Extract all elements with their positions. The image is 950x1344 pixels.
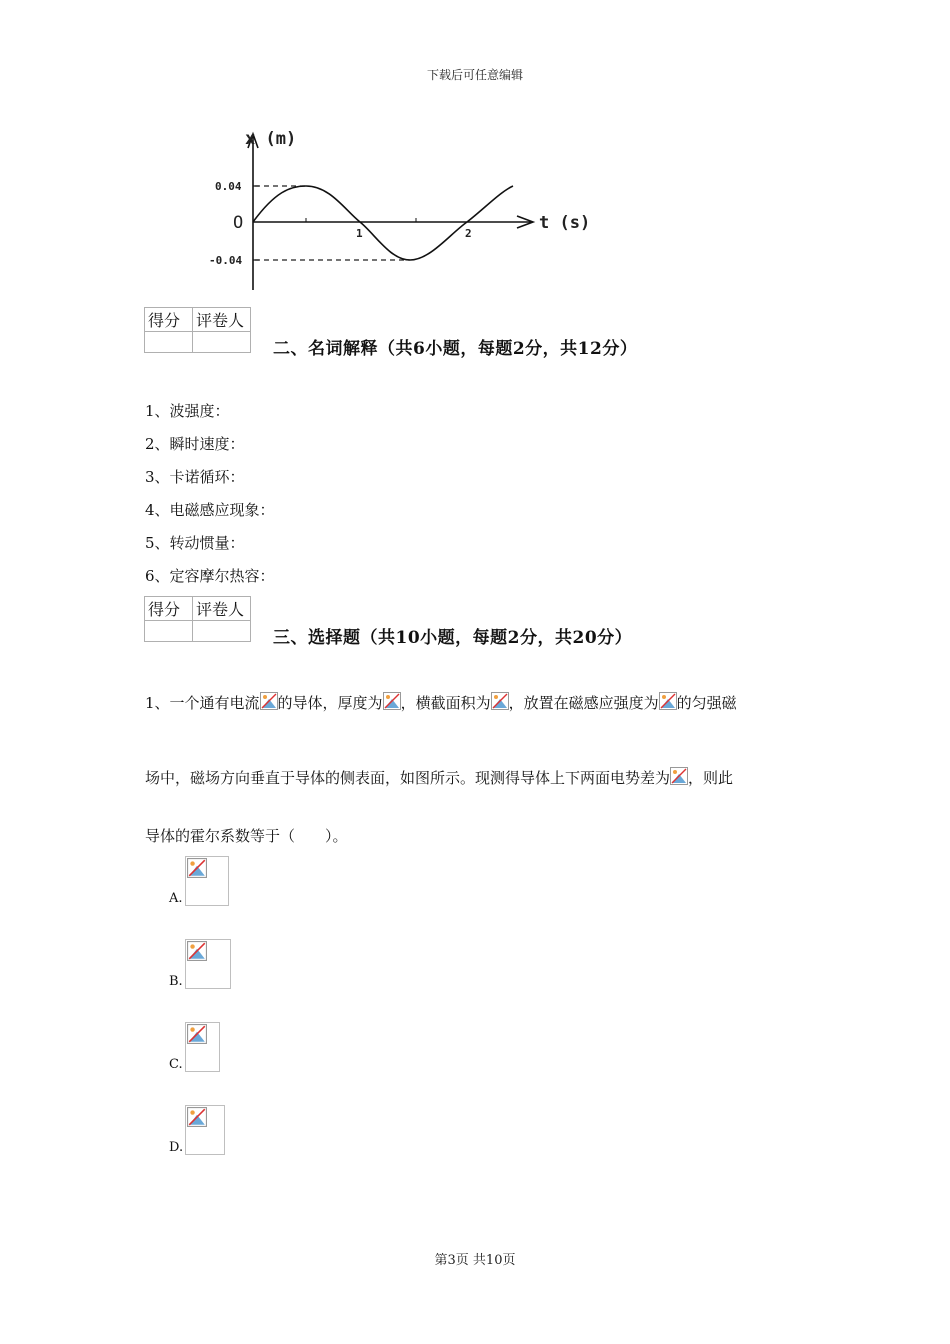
origin-label: O xyxy=(233,213,244,233)
grader-cell xyxy=(193,621,251,642)
grader-cell xyxy=(193,332,251,353)
score-label: 得分 xyxy=(145,308,193,332)
question-1-line-3: 导体的霍尔系数等于（ ）。 xyxy=(145,827,348,845)
broken-image-icon xyxy=(187,941,207,961)
sine-curve xyxy=(253,186,513,260)
broken-image-icon xyxy=(670,767,688,785)
oscillation-graph xyxy=(205,122,605,292)
y-tick-top: 0.04 xyxy=(215,180,242,193)
option-d-image xyxy=(185,1105,225,1155)
broken-image-icon xyxy=(187,858,207,878)
term-item: 5、转动惯量： xyxy=(145,534,245,552)
x-tick-2: 2 xyxy=(465,227,472,240)
y-tick-bottom: -0.04 xyxy=(209,254,243,267)
broken-image-icon xyxy=(187,1024,207,1044)
page-footer: 第3页 共10页 xyxy=(434,1253,516,1268)
option-b-label: B. xyxy=(169,974,183,989)
term-item: 1、波强度： xyxy=(145,402,230,420)
term-item: 6、定容摩尔热容： xyxy=(145,567,275,585)
score-table-section2 xyxy=(144,307,251,353)
option-a-image xyxy=(185,856,229,906)
broken-image-icon xyxy=(491,692,509,710)
question-1-line-2: 场中，磁场方向垂直于导体的侧表面，如图所示。现测得导体上下两面电势差为 ，则此 xyxy=(145,769,734,787)
page-header: 下载后可任意编辑 xyxy=(426,68,523,82)
section2-title: 二、名词解释（共6小题，每题2分，共12分） xyxy=(273,339,638,359)
score-cell xyxy=(145,332,193,353)
broken-image-icon xyxy=(260,692,278,710)
score-cell xyxy=(145,621,193,642)
term-item: 4、电磁感应现象： xyxy=(145,501,275,519)
option-c-image xyxy=(185,1022,220,1072)
option-a-label: A. xyxy=(169,891,183,906)
term-item: 2、瞬时速度： xyxy=(145,435,245,453)
question-1-line-1: 1、一个通有电流 的导体，厚度为 ，横截面积为 ，放置在磁感应强度为 的匀强磁 xyxy=(145,694,737,712)
broken-image-icon xyxy=(383,692,401,710)
score-table-section3 xyxy=(144,596,251,642)
option-c-label: C. xyxy=(169,1057,183,1072)
grader-label: 评卷人 xyxy=(193,597,251,621)
broken-image-icon xyxy=(187,1107,207,1127)
section3-title: 三、选择题（共10小题，每题2分，共20分） xyxy=(273,628,633,648)
option-b-image xyxy=(185,939,231,989)
y-axis-label: x (m) xyxy=(245,129,297,149)
x-axis-label: t (s) xyxy=(539,213,591,233)
score-label: 得分 xyxy=(145,597,193,621)
broken-image-icon xyxy=(659,692,677,710)
option-d-label: D. xyxy=(169,1140,184,1155)
grader-label: 评卷人 xyxy=(193,308,251,332)
x-tick-1: 1 xyxy=(356,227,363,240)
term-item: 3、卡诺循环： xyxy=(145,468,245,486)
